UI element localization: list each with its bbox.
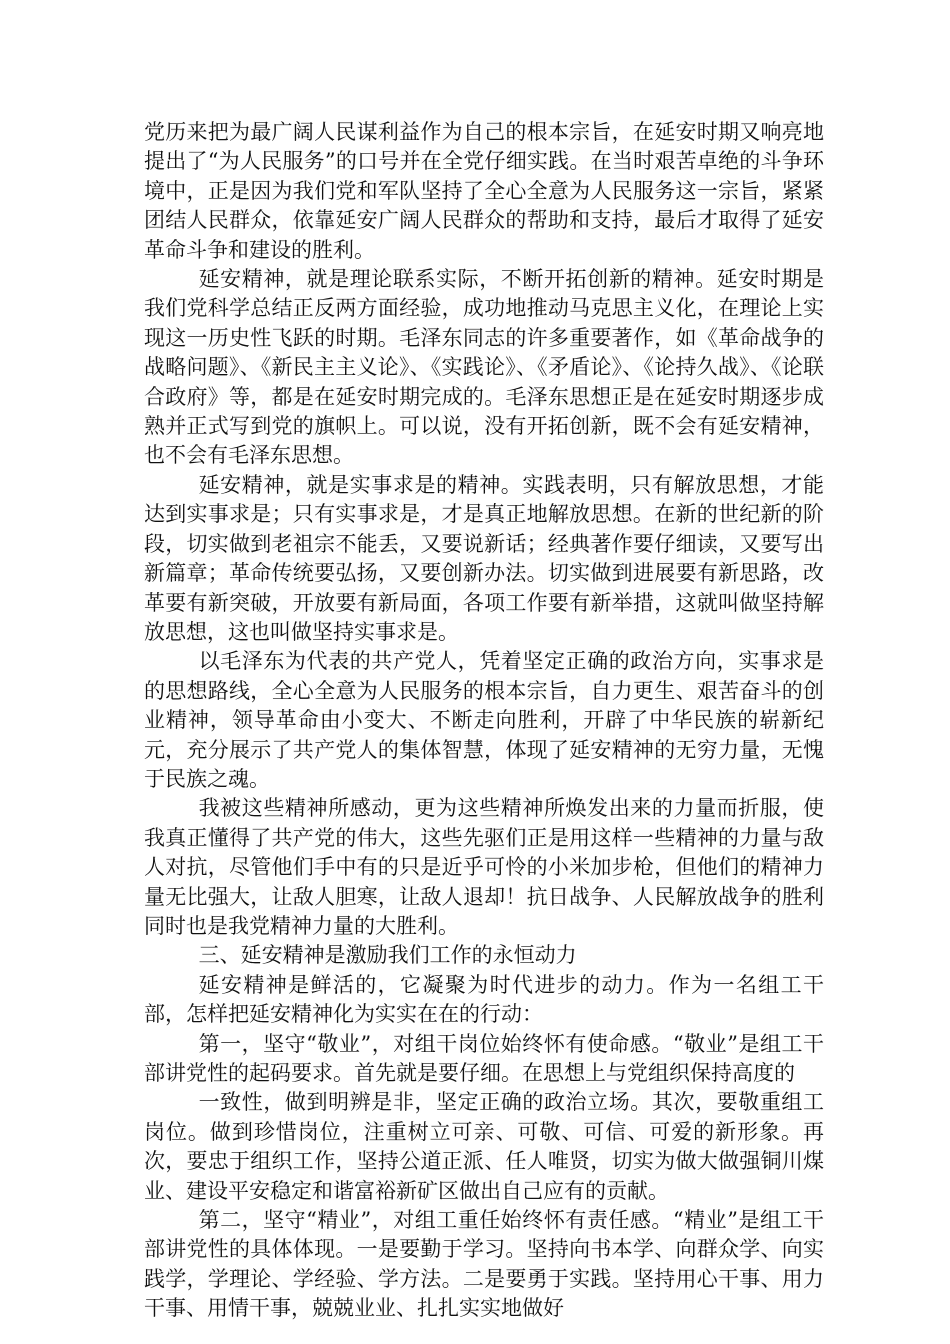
paragraph-9: 第二，坚守“精业”，对组工重任始终怀有责任感。“精业”是组工干部讲党性的具体体现。一是要勤于学习。坚持向书本学、向群众学、向实践学，学理论、学经验、学方法。二是要勇于实践。坚持用心干事、用力干事、用情干事，兢兢业业、扎扎实实地做好 xyxy=(144,1208,824,1321)
paragraph-3: 延安精神，就是实事求是的精神。实践表明，只有解放思想，才能达到实事求是；只有实事求是，才是真正地解放思想。在新的世纪新的阶段，切实做到老祖宗不能丢，又要说新话；经典著作要仔细读，又要写出新篇章；革命传统要弘扬，又要创新办法。切实做到进展要有新思路，改革要有新突破，开放要有新局面，各项工作要有新举措，这就叫做坚持解放思想，这也叫做坚持实事求是。 xyxy=(144,472,824,644)
paragraph-1: 党历来把为最广阔人民谋利益作为自己的根本宗旨，在延安时期又响亮地提出了“为人民服务”的口号并在全党仔细实践。在当时艰苦卓绝的斗争环境中，正是因为我们党和军队坚持了全心全意为人民服务这一宗旨，紧紧团结人民群众，依靠延安广阔人民群众的帮助和支持，最后才取得了延安革命斗争和建设的胜利。 xyxy=(144,120,824,262)
paragraph-4: 以毛泽东为代表的共产党人，凭着坚定正确的政治方向，实事求是的思想路线，全心全意为人民服务的根本宗旨，自力更生、艰苦奋斗的创业精神，领导革命由小变大、不断走向胜利，开辟了中华民族的崭新纪元，充分展示了共产党人的集体智慧，体现了延安精神的无穷力量，无愧于民族之魂。 xyxy=(144,649,824,791)
paragraph-5: 我被这些精神所感动，更为这些精神所焕发出来的力量而折服，使我真正懂得了共产党的伟大，这些先驱们正是用这样一些精神的力量与敌人对抗，尽管他们手中有的只是近乎可怜的小米加步枪，但他们的精神力量无比强大，让敌人胆寒，让敌人退却！抗日战争、人民解放战争的胜利同时也是我党精神力量的大胜利。 xyxy=(144,796,824,938)
paragraph-6: 延安精神是鲜活的，它凝聚为时代进步的动力。作为一名组工干部，怎样把延安精神化为实实在在的行动： xyxy=(144,972,824,1027)
section-heading: 三、延安精神是激励我们工作的永恒动力 xyxy=(198,943,577,968)
paragraph-8: 一致性，做到明辨是非，坚定正确的政治立场。其次，要敬重组工岗位。做到珍惜岗位，注重树立可亲、可敬、可信、可爱的新形象。再次，要忠于组织工作，坚持公道正派、任人唯贤，切实为做大做强铜川煤业、建设平安稳定和谐富裕新矿区做出自己应有的贡献。 xyxy=(144,1090,824,1203)
paragraph-7: 第一，坚守“敬业”，对组干岗位始终怀有使命感。“敬业”是组工干部讲党性的起码要求。首先就是要仔细。在思想上与党组织保持高度的 xyxy=(144,1031,824,1085)
document-body xyxy=(144,118,824,1324)
paragraph-2: 延安精神，就是理论联系实际，不断开拓创新的精神。延安时期是我们党科学总结正反两方面经验，成功地推动马克思主义化，在理论上实现这一历史性飞跃的时期。毛泽东同志的许多重要著作，如《革命战争的战略问题》、《新民主主义论》、《实践论》、《矛盾论》、《论持久战》、《论联合政府》等，都是在延安时期完成的。毛泽东思想正是在延安时期逐步成熟并正式写到党的旗帜上。可以说，没有开拓创新，既不会有延安精神，也不会有毛泽东思想。 xyxy=(144,267,824,468)
